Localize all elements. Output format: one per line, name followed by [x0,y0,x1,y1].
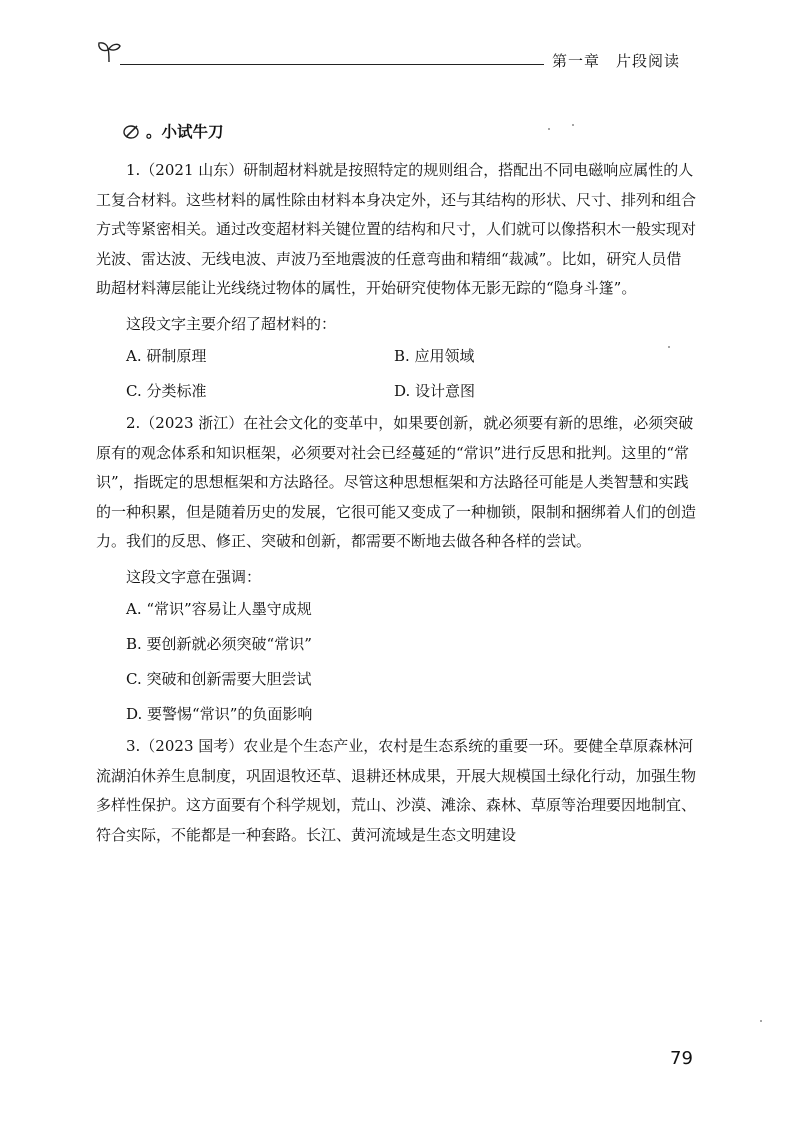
option-2c: C. 突破和创新需要大胆尝试 [126,670,312,688]
question-1-options-row-2 [96,374,696,409]
sprout-icon [96,40,122,64]
chapter-heading [552,50,696,71]
pencil-icon [122,122,142,140]
option-2a: A. “常识”容易让人墨守成规 [126,600,312,618]
option-1d: D. 设计意图 [394,382,476,400]
section-title [122,120,224,142]
scan-speck [668,346,670,348]
question-1-stem: 这段文字主要介绍了超材料的： [126,314,337,333]
question-3-passage: 3.（2023 国考）农业是个生态产业，农村是生态系统的重要一环。要健全草原森林河流湖泊休养生息制度，巩固退牧还草、退耕还林成果，开展大规模国土绿化行动，加强生物多样性保护。这方面要有个科学规划，荒山、沙漠、滩涂、森林、草原等治理要因地制宜、符合实际，不能都是一种套路。长江、黄河流域是生态文明建设 [96,737,697,844]
question-2-stem: 这段文字意在强调： [126,567,262,586]
question-2-passage: 2.（2023 浙江）在社会文化的变革中，如果要创新，就必须要有新的思维，必须突破原有的观念体系和知识框架，必须要对社会已经蔓延的“常识”进行反思和批判。这里的“常识”，指既定的思想框架和方法路径。尽管这种思想框架和方法路径可能是人类智慧和实践的一种积累，但是随着历史的发展，它很可能又变成了一种枷锁，限制和捆绑着人们的创造力。我们的反思、修正、突破和创新，都需要不断地去做各种各样的尝试。 [96,414,697,550]
page-header [0,0,800,90]
option-1c: C. 分类标准 [126,382,207,400]
header-rule [120,64,544,65]
option-2b: B. 要创新就必须突破“常识” [126,635,312,653]
page-number: 79 [670,1048,693,1069]
scan-speck [572,124,574,126]
scan-speck [760,1020,762,1022]
option-1a: A. 研制原理 [126,347,207,365]
chapter-label: 第一章 [552,52,601,70]
option-2d: D. 要警惕“常识”的负面影响 [126,705,313,723]
page-content [96,156,696,850]
question-1-passage: 1.（2021 山东）研制超材料就是按照特定的规则组合，搭配出不同电磁响应属性的人工复合材料。这些材料的属性除由材料本身决定外，还与其结构的形状、尺寸、排列和组合方式等紧密相关。通过改变超材料关键位置的结构和尺寸，人们就可以像搭积木一般实现对光波、雷达波、无线电波、声波乃至地震波的任意弯曲和精细“裁减”。比如，研究人员借助超材料薄层能让光线绕过物体的属性，开始研究使物体无影无踪的“隐身斗篷”。 [96,161,697,297]
option-1b: B. 应用领域 [394,347,475,365]
section-title-text: 。小试牛刀 [146,123,224,141]
scan-speck [548,128,550,130]
section-label: 片段阅读 [616,52,681,70]
question-1-options-row-1 [96,339,696,374]
